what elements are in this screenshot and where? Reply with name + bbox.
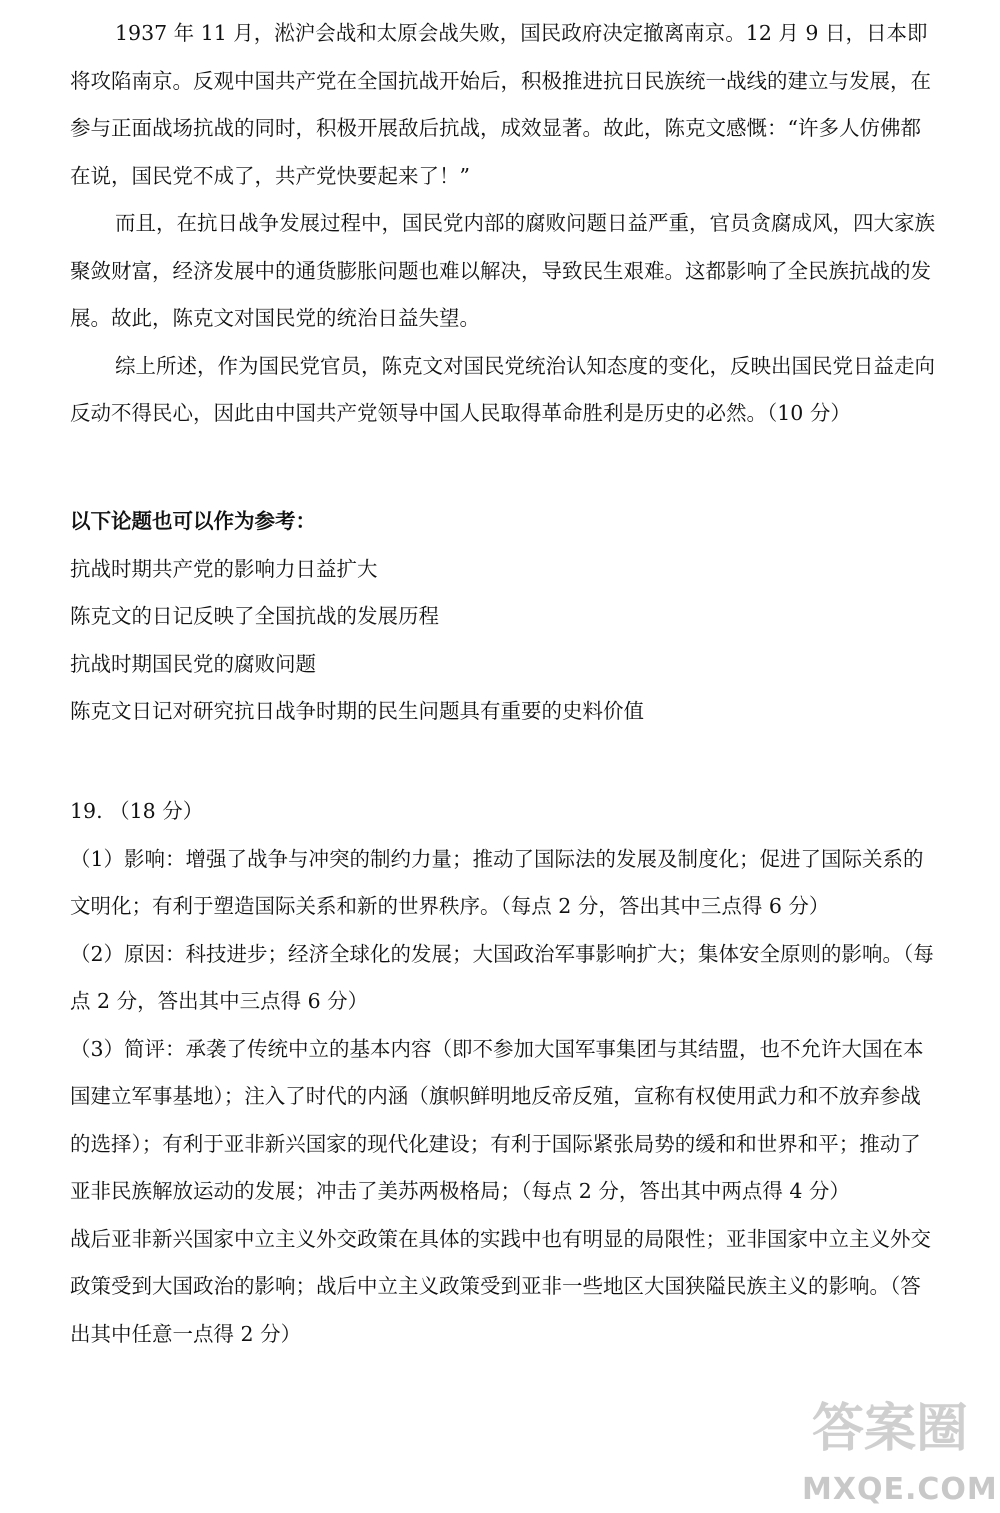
watermark-logo (802, 1397, 998, 1507)
question-19-item-1: （1）影响：增强了战争与冲突的制约力量；推动了国际法的发展及制度化；促进了国际关系的文明化；有利于塑造国际关系和新的世界秩序。（每点 2 分，答出其中三点得 6 分） (70, 846, 924, 918)
reference-topic-3: 抗战时期国民党的腐败问题 (70, 651, 316, 676)
reference-topic-1: 抗战时期共产党的影响力日益扩大 (70, 556, 378, 581)
paragraph-2: 而且，在抗日战争发展过程中，国民党内部的腐败问题日益严重，官员贪腐成风，四大家族聚敛财富，经济发展中的通货膨胀问题也难以解决，导致民生艰难。这都影响了全民族抗战的发展。故此，陈克文对国民党的统治日益失望。 (70, 211, 935, 330)
paragraph-3: 综上所述，作为国民党官员，陈克文对国民党统治认知态度的变化，反映出国民党日益走向反动不得民心，因此由中国共产党领导中国人民取得革命胜利是历史的必然。（10 分） (70, 353, 935, 425)
watermark-url: MXQE.COM (802, 1472, 998, 1507)
reference-topic-2: 陈克文的日记反映了全国抗战的发展历程 (70, 604, 439, 628)
reference-topic-4: 陈克文日记对研究抗日战争时期的民生问题具有重要的史料价值 (70, 699, 644, 723)
question-19-item-2: （2）原因：科技进步；经济全球化的发展；大国政治军事影响扩大；集体安全原则的影响。（每点 2 分，答出其中三点得 6 分） (70, 941, 934, 1013)
question-19-header: 19. （18 分） (70, 799, 204, 823)
question-19-item-4: 战后亚非新兴国家中立主义外交政策在具体的实践中也有明显的局限性；亚非国家中立主义外交政策受到大国政治的影响；战后中立主义政策受到亚非一些地区大国狭隘民族主义的影响。（答出其中任意一点得 2 分） (70, 1226, 931, 1346)
answer-paragraphs (70, 10, 940, 438)
reference-topics-section (70, 498, 940, 736)
paragraph-1: 1937 年 11 月，淞沪会战和太原会战失败，国民政府决定撤离南京。12 月 9 日，日本即将攻陷南京。反观中国共产党在全国抗战开始后，积极推进抗日民族统一战线的建立与发展，在参与正面战场抗战的同时，积极开展敌后抗战，成效显著。故此，陈克文感慨：“许多人仿佛都在说，国民党不成了，共产党快要起来了！” (70, 21, 931, 188)
reference-heading: 以下论题也可以作为参考： (70, 509, 316, 533)
watermark-cn: 答案圈 (812, 1399, 969, 1459)
question-19-section (70, 788, 940, 1358)
question-19-item-3: （3）简评：承袭了传统中立的基本内容（即不参加大国军事集团与其结盟，也不允许大国在本国建立军事基地）；注入了时代的内涵（旗帜鲜明地反帝反殖，宣称有权使用武力和不放弃参战的选择）；有利于亚非新兴国家的现代化建设；有利于国际紧张局势的缓和和世界和平；推动了亚非民族解放运动的发展；冲击了美苏两极格局；（每点 2 分，答出其中两点得 4 分） (70, 1036, 924, 1203)
